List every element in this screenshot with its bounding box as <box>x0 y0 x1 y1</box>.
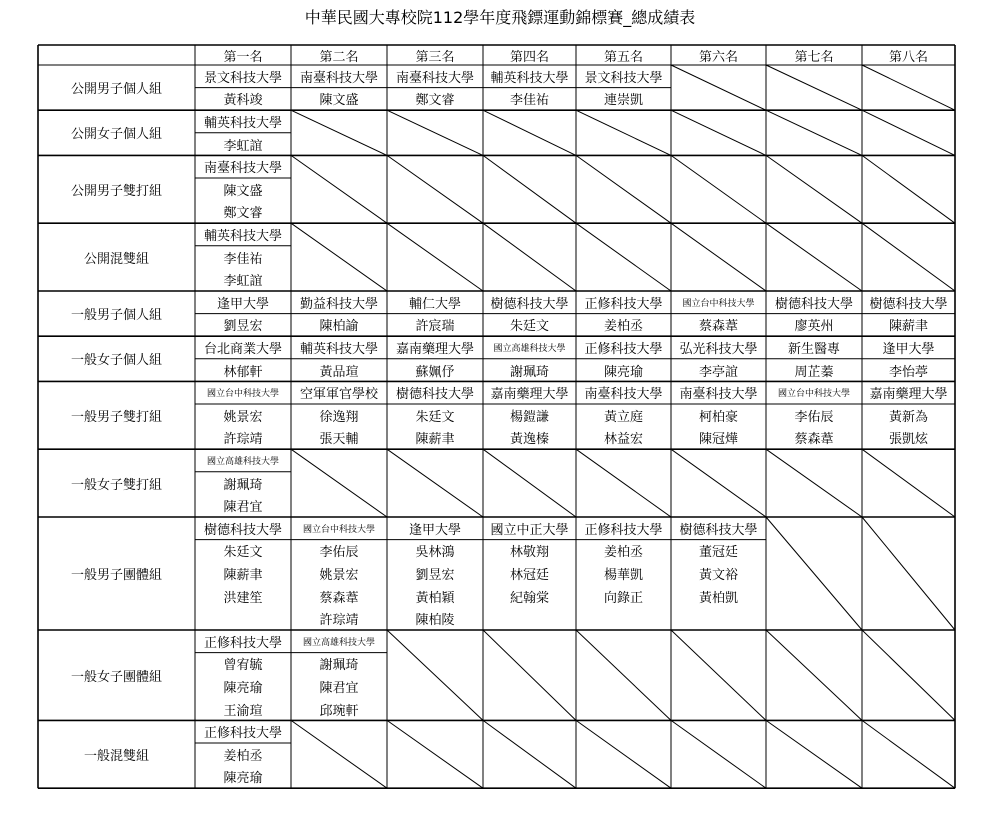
player-name: 董冠廷 <box>698 545 738 561</box>
player-name: 鄭文睿 <box>415 93 455 109</box>
empty-cell-slash <box>862 517 955 630</box>
player-name: 張天輔 <box>319 432 359 448</box>
empty-cell-slash <box>576 155 671 223</box>
player-name: 林敬翔 <box>509 545 549 561</box>
header-rank-5: 第五名 <box>603 49 643 65</box>
player-name: 姜柏丞 <box>603 545 643 561</box>
empty-cell-slash <box>671 630 766 720</box>
player-name: 柯柏豪 <box>698 409 738 425</box>
player-name: 周芷蓁 <box>794 364 834 380</box>
group-label: 一般男子雙打組 <box>70 409 162 425</box>
empty-cell-slash <box>671 223 766 291</box>
school-name: 樹德科技大學 <box>774 296 853 312</box>
school-name: 南臺科技大學 <box>395 70 474 86</box>
empty-cell-slash <box>671 720 766 788</box>
empty-cell-slash <box>483 155 576 223</box>
player-name: 陳君宜 <box>319 680 359 696</box>
school-name: 正修科技大學 <box>203 726 282 742</box>
school-name: 輔英科技大學 <box>299 341 378 357</box>
player-name: 蘇姵伃 <box>415 364 455 380</box>
school-name: 國立中正大學 <box>490 522 569 538</box>
player-name: 朱廷文 <box>415 409 455 425</box>
player-name: 曾宥毓 <box>223 658 263 674</box>
school-name: 國立台中科技大學 <box>682 298 755 309</box>
player-name: 謝珮琦 <box>223 477 263 493</box>
empty-cell-slash <box>387 155 483 223</box>
school-name: 輔仁大學 <box>408 296 461 312</box>
empty-cell-slash <box>671 110 766 155</box>
player-name: 李怡葶 <box>888 364 928 380</box>
player-name: 朱廷文 <box>223 545 263 561</box>
group-label: 一般女子個人組 <box>70 353 162 369</box>
empty-cell-slash <box>291 223 387 291</box>
school-name: 嘉南藥理大學 <box>490 387 569 403</box>
school-name: 逢甲大學 <box>882 341 935 357</box>
group-label: 一般男子團體組 <box>70 568 162 583</box>
player-name: 鄭文睿 <box>223 206 263 222</box>
player-name: 許琮靖 <box>223 432 263 448</box>
school-name: 樹德科技大學 <box>490 296 569 312</box>
player-name: 陳亮瑜 <box>223 771 263 787</box>
school-name: 輔英科技大學 <box>490 70 569 86</box>
page-title: 中華民國大專校院112學年度飛鏢運動錦標賽_總成績表 <box>304 8 696 27</box>
empty-cell-slash <box>576 223 671 291</box>
player-name: 黃新為 <box>888 409 928 425</box>
player-name: 劉昱宏 <box>415 567 455 583</box>
empty-cell-slash <box>862 110 955 155</box>
empty-cell-slash <box>387 449 483 517</box>
school-name: 國立高雄科技大學 <box>302 637 375 648</box>
school-name: 嘉南藥理大學 <box>869 387 948 403</box>
player-name: 謝珮琦 <box>509 364 549 380</box>
player-name: 李虹誼 <box>223 274 263 290</box>
header-rank-3: 第三名 <box>415 49 455 65</box>
school-name: 逢甲大學 <box>216 296 269 312</box>
empty-cell-slash <box>766 517 862 630</box>
group-label: 公開女子個人組 <box>70 127 162 143</box>
empty-cell-slash <box>291 155 387 223</box>
school-name: 新生醫專 <box>787 341 840 357</box>
empty-cell-slash <box>291 110 387 155</box>
player-name: 李亭誼 <box>698 364 738 380</box>
school-name: 南臺科技大學 <box>584 387 663 403</box>
empty-cell-slash <box>291 720 387 788</box>
empty-cell-slash <box>862 449 955 517</box>
empty-cell-slash <box>483 223 576 291</box>
empty-cell-slash <box>862 155 955 223</box>
header-rank-7: 第七名 <box>794 49 834 65</box>
player-name: 李佳祐 <box>223 251 263 267</box>
player-name: 林益宏 <box>603 432 643 448</box>
group-label: 一般女子團體組 <box>70 669 162 685</box>
group-label: 一般混雙組 <box>83 748 149 764</box>
school-name: 樹德科技大學 <box>203 522 282 538</box>
player-name: 許宸瑞 <box>415 319 455 335</box>
player-name: 徐逸翔 <box>319 409 359 425</box>
player-name: 李虹誼 <box>223 138 263 154</box>
empty-cell-slash <box>387 110 483 155</box>
school-name: 南臺科技大學 <box>299 70 378 86</box>
empty-cell-slash <box>387 630 483 720</box>
empty-cell-slash <box>483 630 576 720</box>
group-label: 公開男子雙打組 <box>70 183 162 199</box>
empty-cell-slash <box>766 155 862 223</box>
school-name: 逢甲大學 <box>408 522 461 538</box>
empty-cell-slash <box>862 65 955 110</box>
empty-cell-slash <box>766 720 862 788</box>
school-name: 正修科技大學 <box>584 522 663 538</box>
player-name: 姚景宏 <box>223 409 263 425</box>
player-name: 姜柏丞 <box>603 319 643 335</box>
player-name: 陳亮瑜 <box>603 364 643 380</box>
empty-cell-slash <box>671 65 766 110</box>
player-name: 陳文盛 <box>319 93 359 109</box>
empty-cell-slash <box>483 110 576 155</box>
school-name: 正修科技大學 <box>584 341 663 357</box>
empty-cell-slash <box>576 720 671 788</box>
player-name: 陳君宜 <box>223 500 263 516</box>
empty-cell-slash <box>483 449 576 517</box>
player-name: 黃柏穎 <box>415 590 455 606</box>
player-name: 蔡森葦 <box>794 432 834 448</box>
player-name: 蔡森葦 <box>698 319 738 335</box>
player-name: 張凱炫 <box>888 432 928 448</box>
school-name: 台北商業大學 <box>203 341 282 357</box>
school-name: 景文科技大學 <box>584 70 663 86</box>
empty-cell-slash <box>483 720 576 788</box>
player-name: 陳薪聿 <box>223 567 263 583</box>
player-name: 王渝瑄 <box>223 703 263 719</box>
school-name: 南臺科技大學 <box>203 161 282 177</box>
school-name: 輔英科技大學 <box>203 115 282 131</box>
school-name: 正修科技大學 <box>584 296 663 312</box>
header-rank-4: 第四名 <box>509 49 549 65</box>
player-name: 陳柏陵 <box>415 613 455 629</box>
player-name: 洪建笙 <box>223 590 263 606</box>
player-name: 李佑辰 <box>794 409 834 425</box>
player-name: 向錄正 <box>603 590 643 606</box>
school-name: 勤益科技大學 <box>299 296 378 312</box>
group-label: 一般男子個人組 <box>70 308 162 324</box>
player-name: 黃柏凱 <box>698 590 738 606</box>
player-name: 朱廷文 <box>509 319 549 335</box>
empty-cell-slash <box>671 449 766 517</box>
school-name: 弘光科技大學 <box>679 341 758 357</box>
school-name: 空軍軍官學校 <box>299 387 378 403</box>
header-rank-6: 第六名 <box>698 49 738 65</box>
player-name: 廖英州 <box>794 319 834 335</box>
player-name: 林冠廷 <box>509 567 549 583</box>
player-name: 林郁軒 <box>223 364 263 380</box>
player-name: 黃逸榛 <box>509 432 549 448</box>
player-name: 黃文裕 <box>698 567 738 583</box>
header-rank-8: 第八名 <box>888 49 928 65</box>
empty-cell-slash <box>291 449 387 517</box>
player-name: 黃品瑄 <box>319 364 359 380</box>
player-name: 陳文盛 <box>223 183 263 199</box>
empty-cell-slash <box>862 223 955 291</box>
school-name: 南臺科技大學 <box>679 387 758 403</box>
school-name: 樹德科技大學 <box>679 522 758 538</box>
player-name: 許琮靖 <box>319 613 359 629</box>
empty-cell-slash <box>766 65 862 110</box>
empty-cell-slash <box>387 223 483 291</box>
player-name: 姜柏丞 <box>223 748 263 764</box>
empty-cell-slash <box>387 720 483 788</box>
school-name: 國立高雄科技大學 <box>493 343 566 354</box>
player-name: 黃科竣 <box>223 93 263 109</box>
player-name: 姚景宏 <box>319 567 359 583</box>
player-name: 楊鎧謙 <box>509 409 549 425</box>
empty-cell-slash <box>862 720 955 788</box>
school-name: 國立高雄科技大學 <box>206 456 279 467</box>
player-name: 蔡森葦 <box>319 590 359 606</box>
player-name: 陳薪聿 <box>888 319 928 335</box>
group-label: 一般女子雙打組 <box>70 477 162 493</box>
empty-cell-slash <box>671 155 766 223</box>
school-name: 國立台中科技大學 <box>302 524 375 535</box>
group-label: 公開混雙組 <box>83 251 149 267</box>
school-name: 景文科技大學 <box>203 70 282 86</box>
school-name: 國立台中科技大學 <box>777 389 850 400</box>
school-name: 國立台中科技大學 <box>206 389 279 400</box>
player-name: 李佳祐 <box>509 93 549 109</box>
player-name: 邱琬軒 <box>319 703 359 719</box>
player-name: 陳冠燁 <box>698 432 738 448</box>
empty-cell-slash <box>766 223 862 291</box>
empty-cell-slash <box>576 630 671 720</box>
player-name: 陳亮瑜 <box>223 680 263 696</box>
player-name: 紀翰棠 <box>509 590 549 606</box>
player-name: 李佑辰 <box>319 545 359 561</box>
empty-cell-slash <box>766 630 862 720</box>
player-name: 連崇凱 <box>603 93 643 109</box>
player-name: 楊華凱 <box>603 567 643 583</box>
player-name: 謝珮琦 <box>319 658 359 674</box>
empty-cell-slash <box>576 449 671 517</box>
school-name: 嘉南藥理大學 <box>395 341 474 357</box>
player-name: 陳薪聿 <box>415 432 455 448</box>
empty-cell-slash <box>576 110 671 155</box>
school-name: 樹德科技大學 <box>395 387 474 403</box>
header-rank-2: 第二名 <box>319 49 359 65</box>
player-name: 陳柏諭 <box>319 319 359 335</box>
school-name: 輔英科技大學 <box>203 228 282 244</box>
empty-cell-slash <box>862 630 955 720</box>
player-name: 吳林鴻 <box>415 545 455 561</box>
player-name: 黃立庭 <box>603 409 643 425</box>
empty-cell-slash <box>766 449 862 517</box>
group-label: 公開男子個人組 <box>70 82 162 98</box>
empty-cell-slash <box>766 110 862 155</box>
header-rank-1: 第一名 <box>223 49 263 65</box>
school-name: 樹德科技大學 <box>869 296 948 312</box>
school-name: 正修科技大學 <box>203 635 282 651</box>
player-name: 劉昱宏 <box>223 319 263 335</box>
